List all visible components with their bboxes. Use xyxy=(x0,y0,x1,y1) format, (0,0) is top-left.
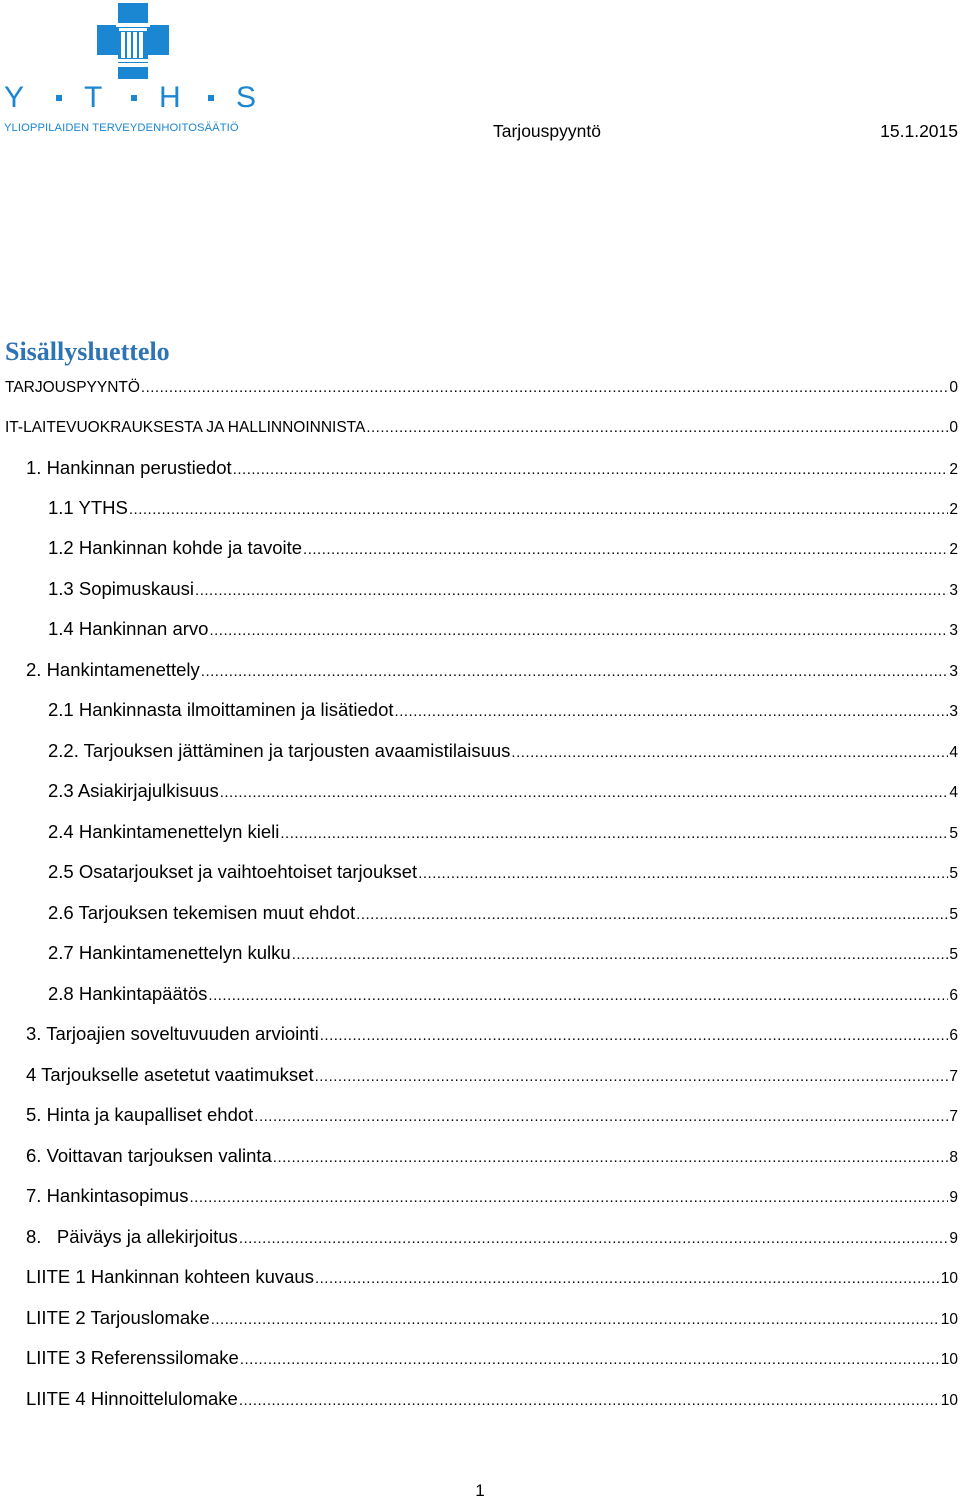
toc-entry[interactable] xyxy=(26,1183,958,1209)
toc-entry[interactable] xyxy=(26,1102,958,1128)
toc-entry[interactable] xyxy=(48,535,958,561)
toc-dot-leader xyxy=(240,1347,940,1373)
cross-column-logo-icon xyxy=(4,0,262,82)
toc-entry-page: 9 xyxy=(949,1230,958,1247)
logo-letters xyxy=(4,83,262,113)
toc-dot-leader xyxy=(356,902,948,928)
toc-entry[interactable] xyxy=(48,495,958,521)
toc-entry[interactable] xyxy=(48,940,958,966)
toc-entry-label: 1.1 YTHS xyxy=(48,497,128,518)
toc-entry[interactable] xyxy=(26,1143,958,1169)
toc-entry-page: 10 xyxy=(940,1392,958,1409)
toc-entry-page: 3 xyxy=(949,663,958,680)
toc-entry[interactable] xyxy=(26,1264,958,1290)
toc-entry-label: 7. Hankintasopimus xyxy=(26,1185,189,1206)
toc-entry[interactable] xyxy=(26,455,958,481)
toc-entry-label: TARJOUSPYYNTÖ xyxy=(5,379,140,396)
toc-entry[interactable] xyxy=(48,778,958,804)
toc-entry-page: 5 xyxy=(949,946,958,963)
toc-entry-label: 5. Hinta ja kaupalliset ehdot xyxy=(26,1104,254,1125)
toc-dot-leader xyxy=(211,1307,940,1333)
toc-entry-page: 8 xyxy=(949,1149,958,1166)
toc-dot-leader xyxy=(239,1388,940,1414)
toc-entry-label: 3. Tarjoajien soveltuvuuden arviointi xyxy=(26,1023,319,1044)
toc-entry-label: 1.2 Hankinnan kohde ja tavoite xyxy=(48,537,303,558)
toc-entry-page: 5 xyxy=(949,825,958,842)
toc-entry-label: 2.1 Hankinnasta ilmoittaminen ja lisätiedot xyxy=(48,699,394,720)
logo-separator-dot xyxy=(56,95,62,101)
toc-dot-leader xyxy=(418,861,948,887)
toc-entry-page: 2 xyxy=(949,461,958,478)
toc-entry-page: 3 xyxy=(949,582,958,599)
toc-entry-label: 6. Voittavan tarjouksen valinta xyxy=(26,1145,272,1166)
toc-entry-label: IT-LAITEVUOKRAUKSESTA JA HALLINNOINNISTA xyxy=(5,419,366,436)
toc-entry-page: 3 xyxy=(949,703,958,720)
toc-dot-leader xyxy=(315,1064,949,1090)
toc-entry[interactable] xyxy=(26,1386,958,1412)
toc-entry-page: 5 xyxy=(949,865,958,882)
toc-entry-page: 2 xyxy=(949,501,958,518)
toc-dot-leader xyxy=(511,740,948,766)
toc-entry-page: 5 xyxy=(949,906,958,923)
toc-dot-leader xyxy=(254,1104,948,1130)
toc-dot-leader xyxy=(209,618,948,644)
toc-dot-leader xyxy=(189,1185,948,1211)
toc-entry-page: 7 xyxy=(949,1068,958,1085)
toc-entry-label: 2.5 Osatarjoukset ja vaihtoehtoiset tarjoukset xyxy=(48,861,418,882)
toc-entry[interactable] xyxy=(26,657,958,683)
toc-entry-page: 10 xyxy=(940,1351,958,1368)
logo-letter-s: S xyxy=(236,81,257,114)
toc-entry-label: 1. Hankinnan perustiedot xyxy=(26,457,232,478)
toc-entry-page: 6 xyxy=(949,1027,958,1044)
toc-entry-page: 0 xyxy=(949,419,958,436)
toc-entry[interactable] xyxy=(48,819,958,845)
toc-entry-page: 3 xyxy=(949,622,958,639)
toc-entry-page: 6 xyxy=(949,987,958,1004)
toc-heading: Sisällysluettelo xyxy=(5,337,170,366)
toc-entry-label: 4 Tarjoukselle asetetut vaatimukset xyxy=(26,1064,314,1085)
toc-dot-leader xyxy=(315,1266,940,1292)
toc-entry-label: 1.3 Sopimuskausi xyxy=(48,578,195,599)
toc-entry-label: 2.3 Asiakirjajulkisuus xyxy=(48,780,219,801)
toc-entry-page: 4 xyxy=(949,744,958,761)
toc-entry[interactable] xyxy=(48,981,958,1007)
toc-entry[interactable] xyxy=(26,1345,958,1371)
toc-entry-page: 7 xyxy=(949,1108,958,1125)
page-number: 1 xyxy=(475,1481,485,1500)
toc-dot-leader xyxy=(395,699,949,725)
toc-entry[interactable] xyxy=(26,1062,958,1088)
toc-entry[interactable] xyxy=(48,697,958,723)
toc-entry[interactable] xyxy=(26,1305,958,1331)
toc-entry-label: 8. Päiväys ja allekirjoitus xyxy=(26,1226,238,1247)
toc-entry[interactable] xyxy=(48,900,958,926)
toc-entry[interactable] xyxy=(48,859,958,885)
toc-entry[interactable] xyxy=(26,1224,958,1250)
toc-dot-leader xyxy=(141,375,948,401)
toc-entry-label: 2.6 Tarjouksen tekemisen muut ehdot xyxy=(48,902,356,923)
toc-dot-leader xyxy=(201,659,949,685)
toc-entry-page: 0 xyxy=(949,379,958,396)
logo-subtitle: YLIOPPILAIDEN TERVEYDENHOITOSÄÄTIÖ xyxy=(4,122,239,134)
logo-letter-h: H xyxy=(159,81,181,114)
toc-dot-leader xyxy=(195,578,948,604)
toc-entry-page: 4 xyxy=(949,784,958,801)
toc-entry[interactable] xyxy=(5,375,958,401)
yths-logo xyxy=(4,0,262,140)
toc-entry-label: 2.7 Hankintamenettelyn kulku xyxy=(48,942,291,963)
toc-entry[interactable] xyxy=(48,576,958,602)
toc-dot-leader xyxy=(303,537,948,563)
toc-entry-page: 9 xyxy=(949,1189,958,1206)
toc-entry-label: LIITE 4 Hinnoittelulomake xyxy=(26,1388,238,1409)
toc-entry-label: 2.2. Tarjouksen jättäminen ja tarjousten avaamistilaisuus xyxy=(48,740,511,761)
toc-entry-label: 1.4 Hankinnan arvo xyxy=(48,618,209,639)
toc-entry-label: LIITE 3 Referenssilomake xyxy=(26,1347,239,1368)
toc-entry-label: LIITE 2 Tarjouslomake xyxy=(26,1307,210,1328)
toc-entry-page: 10 xyxy=(940,1270,958,1287)
toc-dot-leader xyxy=(366,415,948,441)
toc-dot-leader xyxy=(273,1145,949,1171)
toc-entry[interactable] xyxy=(48,738,958,764)
toc-dot-leader xyxy=(233,457,949,483)
toc-entry[interactable] xyxy=(5,415,958,441)
toc-entry[interactable] xyxy=(26,1021,958,1047)
toc-dot-leader xyxy=(208,983,948,1009)
document-date: 15.1.2015 xyxy=(880,121,958,141)
toc-entry-page: 2 xyxy=(949,541,958,558)
logo-letter-y: Y xyxy=(4,81,25,114)
logo-separator-dot xyxy=(208,95,214,101)
toc-entry[interactable] xyxy=(48,616,958,642)
document-title: Tarjouspyyntö xyxy=(493,121,601,141)
toc-dot-leader xyxy=(239,1226,949,1252)
toc-entry-label: 2. Hankintamenettely xyxy=(26,659,200,680)
logo-separator-dot xyxy=(131,95,137,101)
toc-entry-page: 10 xyxy=(940,1311,958,1328)
toc-dot-leader xyxy=(320,1023,949,1049)
toc-entry-label: LIITE 1 Hankinnan kohteen kuvaus xyxy=(26,1266,314,1287)
toc-dot-leader xyxy=(280,821,948,847)
toc-dot-leader xyxy=(129,497,949,523)
toc-entry-label: 2.4 Hankintamenettelyn kieli xyxy=(48,821,280,842)
toc-dot-leader xyxy=(292,942,949,968)
toc-dot-leader xyxy=(220,780,949,806)
toc-entry-label: 2.8 Hankintapäätös xyxy=(48,983,208,1004)
logo-letter-t: T xyxy=(84,81,103,114)
